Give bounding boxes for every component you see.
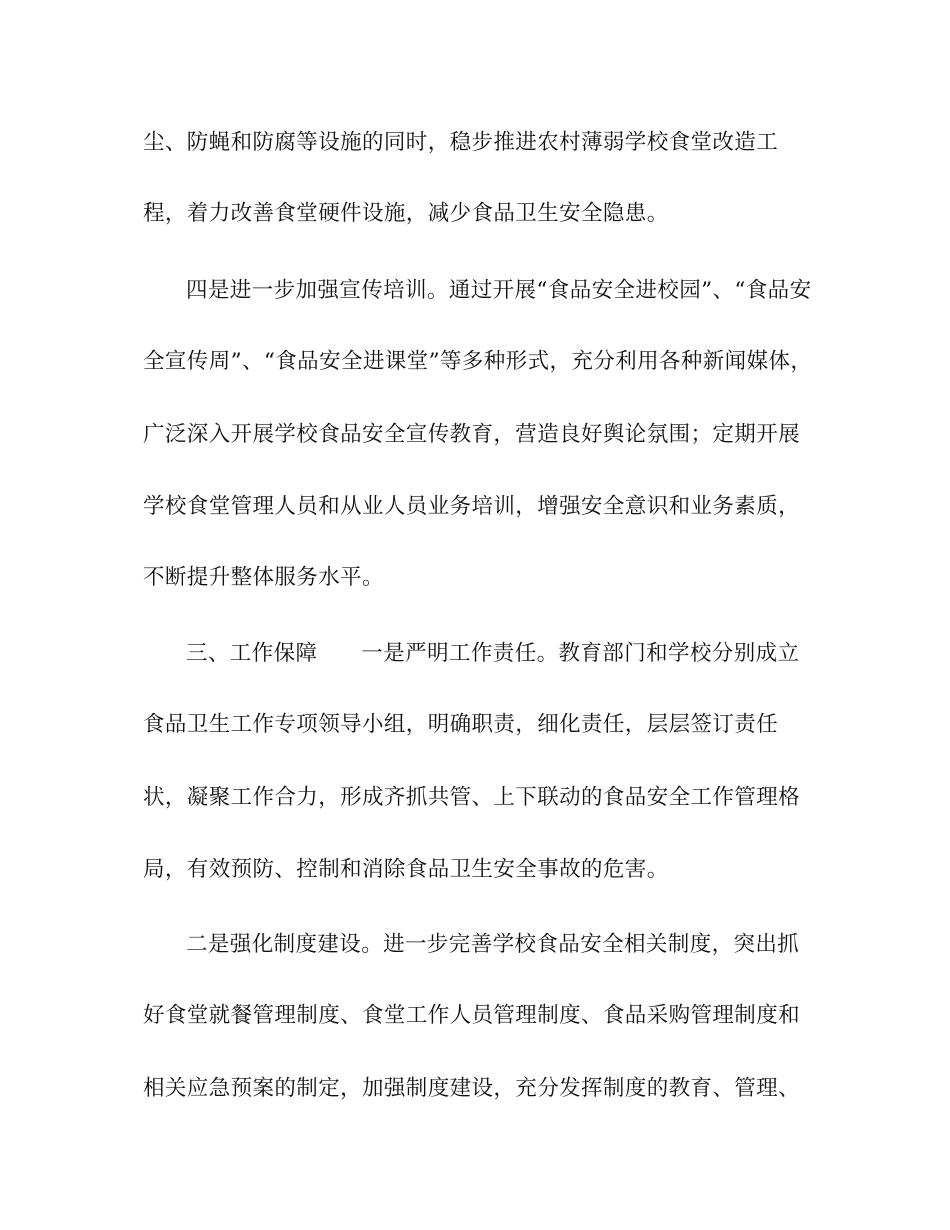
text-line-12: 二是强化制度建设。进一步完善学校食品安全相关制度，突出抓	[186, 932, 800, 957]
text-line-6: 学校食堂管理人员和从业人员业务培训，增强安全意识和业务素质，	[143, 494, 801, 519]
text-line-13: 好食堂就餐管理制度、食堂工作人员管理制度、食品采购管理制度和	[143, 1003, 801, 1028]
text-line-5: 广泛深入开展学校食品安全宣传教育，营造良好舆论氛围；定期开展	[143, 422, 801, 447]
text-line-8	[186, 639, 799, 669]
text-line-2: 程，着力改善食堂硬件设施，减少食品卫生安全隐患。	[143, 201, 669, 226]
text-line-3: 四是进一步加强宣传培训。通过开展“食品安全进校园”、“食品安	[186, 278, 812, 303]
text-line-10: 状，凝聚工作合力，形成齐抓共管、上下联动的食品安全工作管理格	[143, 785, 801, 810]
text-line-1: 尘、防蝇和防腐等设施的同时，稳步推进农村薄弱学校食堂改造工	[143, 130, 779, 155]
section-text: 一是严明工作责任。教育部门和学校分别成立	[361, 641, 800, 666]
text-line-9: 食品卫生工作专项领导小组，明确职责，细化责任，层层签订责任	[143, 712, 779, 737]
section-heading: 三、工作保障	[186, 641, 318, 666]
text-line-11: 局，有效预防、控制和消除食品卫生安全事故的危害。	[143, 857, 669, 882]
text-line-4: 全宣传周”、“食品安全进课堂”等多种形式，充分利用各种新闻媒体，	[143, 349, 813, 374]
text-line-7: 不断提升整体服务水平。	[143, 565, 384, 590]
text-line-14: 相关应急预案的制定，加强制度建设，充分发挥制度的教育、管理、	[143, 1076, 801, 1101]
